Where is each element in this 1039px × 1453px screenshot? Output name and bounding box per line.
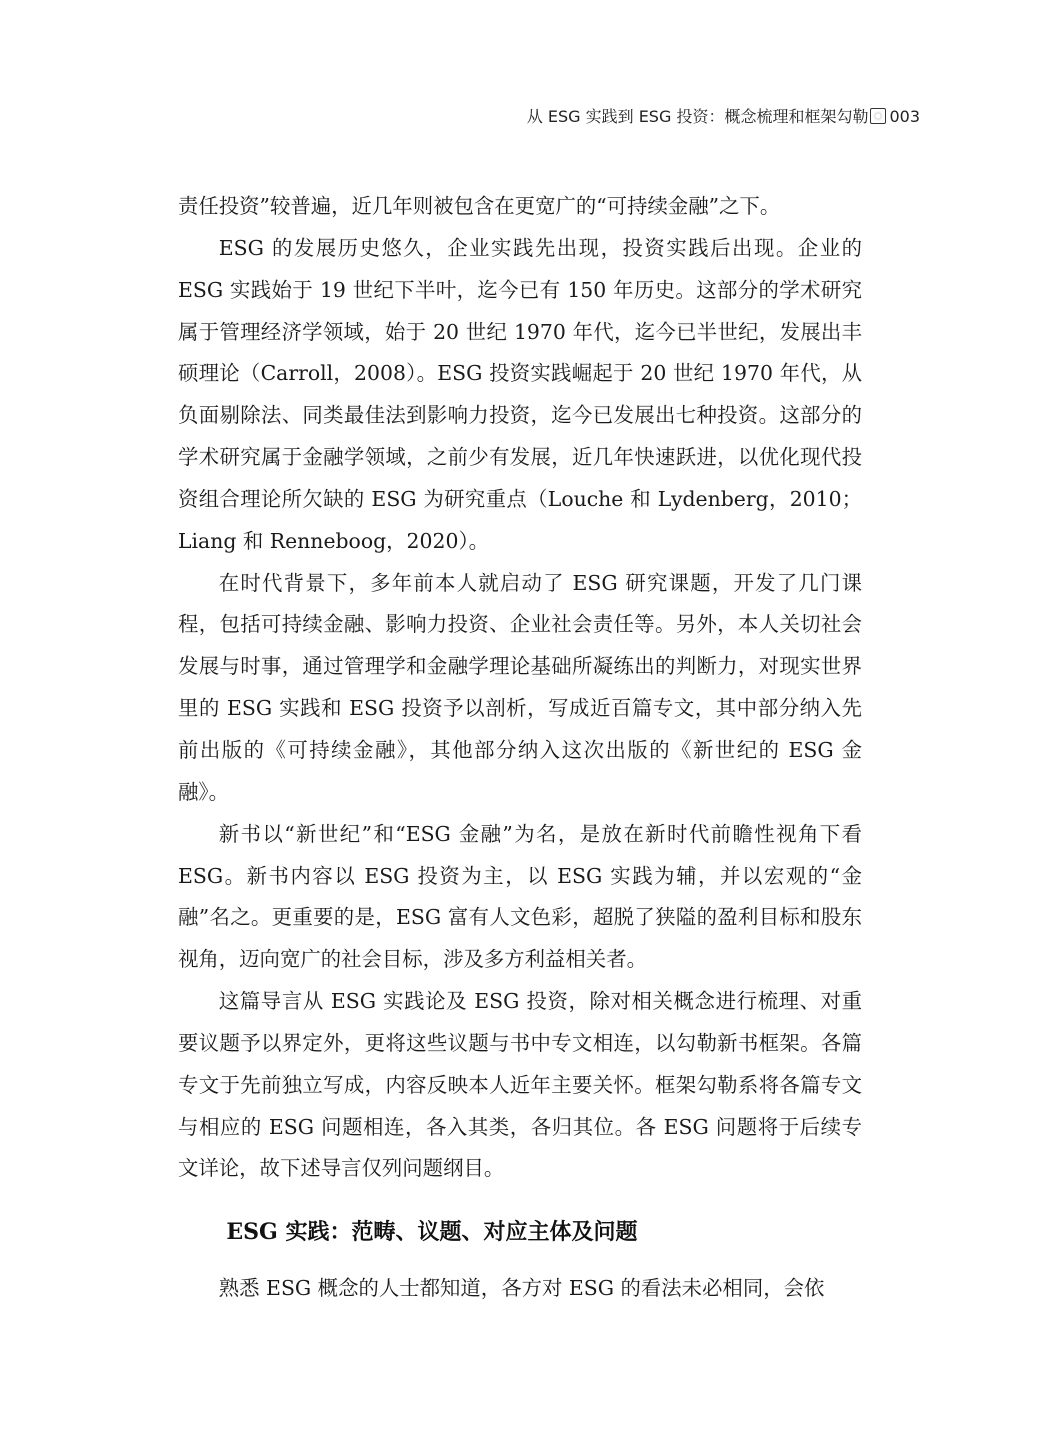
running-header <box>500 104 920 127</box>
running-title: 从 ESG 实践到 ESG 投资：概念梳理和框架勾勒 <box>526 107 869 126</box>
section-heading: ESG 实践：范畴、议题、对应主体及问题 <box>226 1219 638 1246</box>
paragraph-introduction-scope: 这篇导言从 ESG 实践论及 ESG 投资，除对相关概念进行梳理、对重要议题予以界定外，更将这些议题与书中专文相连，以勾勒新书框架。各篇专文于先前独立写成，内容反映本人近年主要关怀。框架勾勒系将各篇专文与相应的 ESG 问题相连，各入其类，各归其位。各 ESG 问题将于后续专文详论，故下述导言仅列问题纲目。 <box>178 989 862 1181</box>
paragraph-continued: 责任投资”较普遍，近几年则被包含在更宽广的“可持续金融”之下。 <box>178 194 781 218</box>
page-number: 003 <box>889 107 920 126</box>
paragraph-final: 熟悉 ESG 概念的人士都知道，各方对 ESG 的看法未必相同，会依 <box>218 1276 825 1301</box>
paragraph-new-book: 新书以“新世纪”和“ESG 金融”为名，是放在新时代前瞻性视角下看 ESG。新书内容以 ESG 投资为主，以 ESG 实践为辅，并以宏观的“金融”名之。更重要的是，ESG 富有人文色彩，超脱了狭隘的盈利目标和股东视角，迈向宽广的社会目标，涉及多方利益相关者。 <box>178 821 862 972</box>
page-marker-icon <box>870 108 886 124</box>
paragraph-research-background: 在时代背景下，多年前本人就启动了 ESG 研究课题，开发了几门课程，包括可持续金融、影响力投资、企业社会责任等。另外，本人关切社会发展与时事，通过管理学和金融学理论基础所凝练出的判断力，对现实世界里的 ESG 实践和 ESG 投资予以剖析，写成近百篇专文，其中部分纳入先前出版的《可持续金融》，其他部分纳入这次出版的《新世纪的 ESG 金融》。 <box>178 570 862 804</box>
paragraph-esg-history: ESG 的发展历史悠久，企业实践先出现，投资实践后出现。企业的 ESG 实践始于 19 世纪下半叶，迄今已有 150 年历史。这部分的学术研究属于管理经济学领域，始于 20 世纪 1970 年代，迄今已半世纪，发展出丰硕理论（Carroll，2008）。ESG 投资实践崛起于 20 世纪 1970 年代，从负面剔除法、同类最佳法到影响力投资，迄今已发展出七种投资。这部分的学术研究属于金融学领域，之前少有发展，近几年快速跃进，以优化现代投资组合理论所欠缺的 ESG 为研究重点（Louche 和 Lydenberg，2010；Liang 和 Renneboog，2020）。 <box>178 235 862 553</box>
body-text <box>178 186 862 1310</box>
